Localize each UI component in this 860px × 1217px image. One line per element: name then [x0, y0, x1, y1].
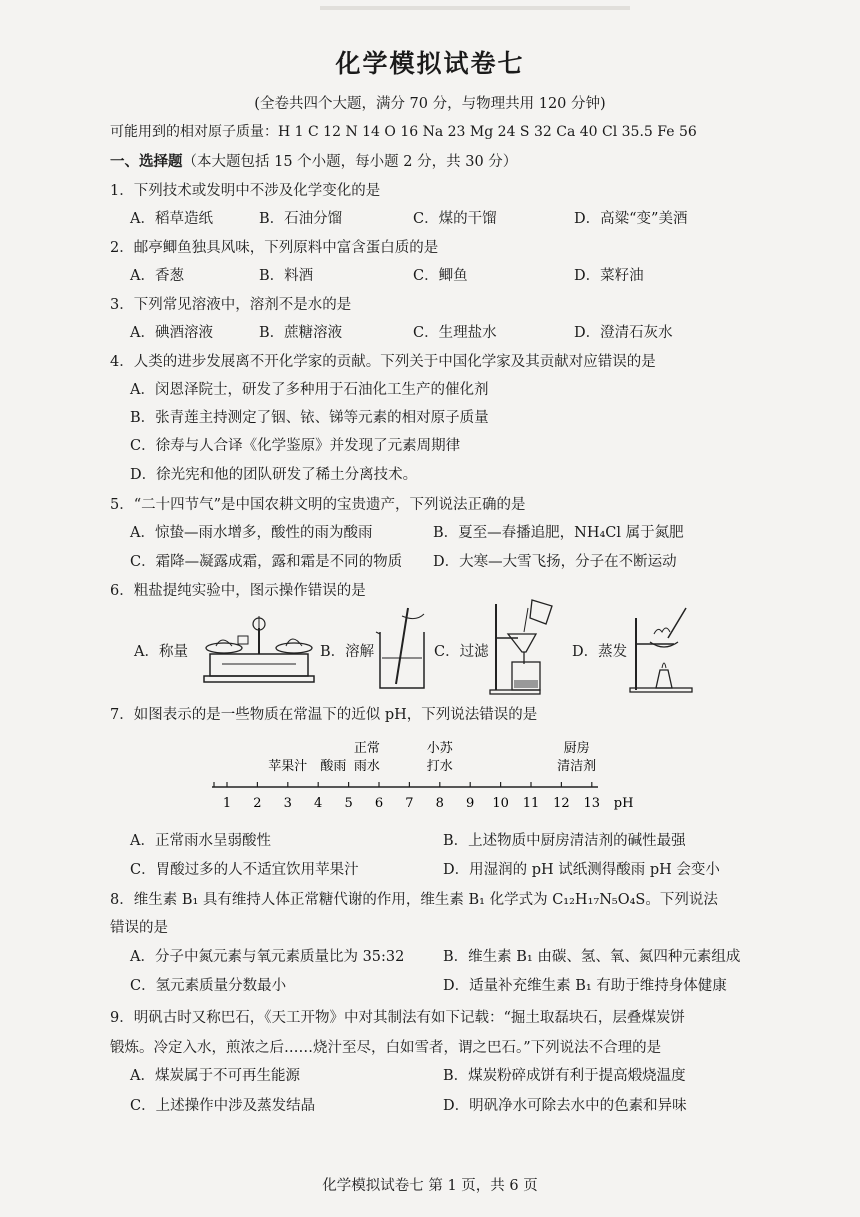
option: C．鲫鱼 [413, 268, 468, 284]
option: A．煤炭属于不可再生能源 [130, 1068, 300, 1084]
page-footer: 化学模拟试卷七 第 1 页，共 6 页 [322, 1178, 538, 1194]
option: C．徐寿与人合译《化学鉴原》并发现了元素周期律 [130, 438, 461, 454]
option: D．徐光宪和他的团队研发了稀土分离技术。 [130, 467, 418, 483]
option: A．正常雨水呈弱酸性 [130, 833, 271, 849]
scan-artifact [320, 6, 630, 10]
option: D．高粱“变”美酒 [574, 211, 688, 227]
question-stem-cont: 错误的是 [110, 920, 168, 936]
option: B．张青莲主持测定了铟、铱、锑等元素的相对原子质量 [130, 410, 489, 426]
question-stem: 8．维生素 B₁ 具有维持人体正常糖代谢的作用，维生素 B₁ 化学式为 C₁₂H₁₇N₅O₄S。下列说法 [110, 892, 718, 908]
option: B．蔗糖溶液 [259, 325, 343, 341]
option: B．石油分馏 [259, 211, 343, 227]
ph-tick-label: 3 [283, 796, 292, 811]
option: C．上述操作中涉及蒸发结晶 [130, 1098, 316, 1114]
option: A．分子中氮元素与氧元素质量比为 35:32 [130, 949, 405, 965]
option: B．夏至—春播追肥，NH₄Cl 属于氮肥 [433, 525, 684, 541]
option: A．闵恩泽院士，研发了多种用于石油化工生产的催化剂 [130, 382, 489, 398]
section-heading-note: （本大题包括 15 个小题，每小题 2 分，共 30 分） [182, 154, 518, 170]
page-title: 化学模拟试卷七 [335, 49, 525, 78]
ph-tick-label: 5 [344, 796, 353, 811]
option: C．胃酸过多的人不适宜饮用苹果汁 [130, 862, 359, 878]
option: B．煤炭粉碎成饼有利于提高煅烧温度 [443, 1068, 686, 1084]
option: D．适量补充维生素 B₁ 有助于维持身体健康 [443, 978, 727, 994]
option: D．大寒—大雪飞扬，分子在不断运动 [433, 554, 677, 570]
option: C．煤的干馏 [413, 211, 497, 227]
option: B．上述物质中厨房清洁剂的碱性最强 [443, 833, 686, 849]
ph-substance-label: 打水 [426, 759, 453, 774]
balance-scale-figure [202, 612, 316, 692]
ph-tick-label: 11 [522, 796, 540, 811]
ph-tick-label: 9 [466, 796, 475, 811]
option: D．菜籽油 [574, 268, 644, 284]
option: D．明矾净水可除去水中的色素和异味 [443, 1098, 687, 1114]
question-stem: 6．粗盐提纯实验中，图示操作错误的是 [110, 583, 366, 599]
ph-substance-label: 苹果汁 [268, 759, 308, 774]
option: D．澄清石灰水 [574, 325, 673, 341]
ph-substance-label: 清洁剂 [557, 759, 597, 774]
ph-tick-label: 1 [222, 796, 232, 811]
option: D．用湿润的 pH 试纸测得酸雨 pH 会变小 [443, 862, 720, 878]
ph-substance-label: 厨房 [563, 741, 590, 756]
question-stem: 4．人类的进步发展离不开化学家的贡献。下列关于中国化学家及其贡献对应错误的是 [110, 354, 656, 370]
ph-tick-label: 10 [492, 796, 509, 811]
question-stem: 5．“二十四节气”是中国农耕文明的宝贵遗产，下列说法正确的是 [110, 497, 526, 513]
ph-tick-label: 13 [583, 796, 601, 811]
section-heading [110, 150, 517, 171]
ph-tick-label: 4 [314, 796, 323, 811]
atomic-mass-line: 可能用到的相对原子质量：H 1 C 12 N 14 O 16 Na 23 Mg 24 S 32 Ca 40 Cl 35.5 Fe 56 [110, 124, 697, 140]
ph-tick-label: 12 [553, 796, 570, 811]
ph-tick-label: 8 [435, 796, 444, 811]
option: B．溶解 [320, 644, 375, 660]
section-heading-title: 一、选择题 [110, 153, 183, 170]
ph-unit-label: pH [613, 796, 634, 811]
question-stem: 1．下列技术或发明中不涉及化学变化的是 [110, 183, 381, 199]
option: B．料酒 [259, 268, 314, 284]
exam-subtitle: (全卷共四个大题，满分 70 分，与物理共用 120 分钟) [254, 96, 606, 112]
question-stem-cont: 锻炼。冷定入水，煎浓之后……烧汁至尽，白如雪者，谓之巴石。”下列说法不合理的是 [110, 1040, 662, 1056]
ph-scale-chart [200, 736, 640, 816]
ph-tick-label: 7 [405, 796, 414, 811]
question-stem: 2．邮亭鲫鱼独具风味，下列原料中富含蛋白质的是 [110, 240, 439, 256]
filtration-apparatus-figure [488, 598, 560, 696]
option: C．氢元素质量分数最小 [130, 978, 287, 994]
ph-substance-label: 小苏 [426, 741, 453, 756]
ph-substance-label: 正常 [353, 741, 380, 756]
option: C．生理盐水 [413, 325, 497, 341]
ph-substance-label: 雨水 [353, 759, 380, 774]
option: B．维生素 B₁ 由碳、氢、氧、氮四种元素组成 [443, 949, 741, 965]
question-stem: 7．如图表示的是一些物质在常温下的近似 pH，下列说法错误的是 [110, 707, 538, 723]
option: A．稻草造纸 [130, 211, 213, 227]
ph-substance-label: 酸雨 [320, 759, 347, 774]
question-stem: 3．下列常见溶液中，溶剂不是水的是 [110, 297, 352, 313]
option: C．过滤 [434, 644, 489, 660]
evaporation-apparatus-figure [628, 604, 694, 694]
option: A．碘酒溶液 [130, 325, 213, 341]
ph-tick-label: 6 [374, 796, 384, 811]
question-stem: 9．明矾古时又称巴石，《天工开物》中对其制法有如下记载：“掘土取磊块石，层叠煤炭饼 [110, 1010, 685, 1026]
ph-tick-label: 2 [253, 796, 262, 811]
option: D．蒸发 [572, 644, 628, 660]
option: A．惊蛰—雨水增多，酸性的雨为酸雨 [130, 525, 373, 541]
option: A．香葱 [130, 268, 184, 284]
option: C．霜降—凝露成霜，露和霜是不同的物质 [130, 554, 403, 570]
option: A．称量 [134, 644, 188, 660]
beaker-stirring-figure [372, 606, 432, 692]
